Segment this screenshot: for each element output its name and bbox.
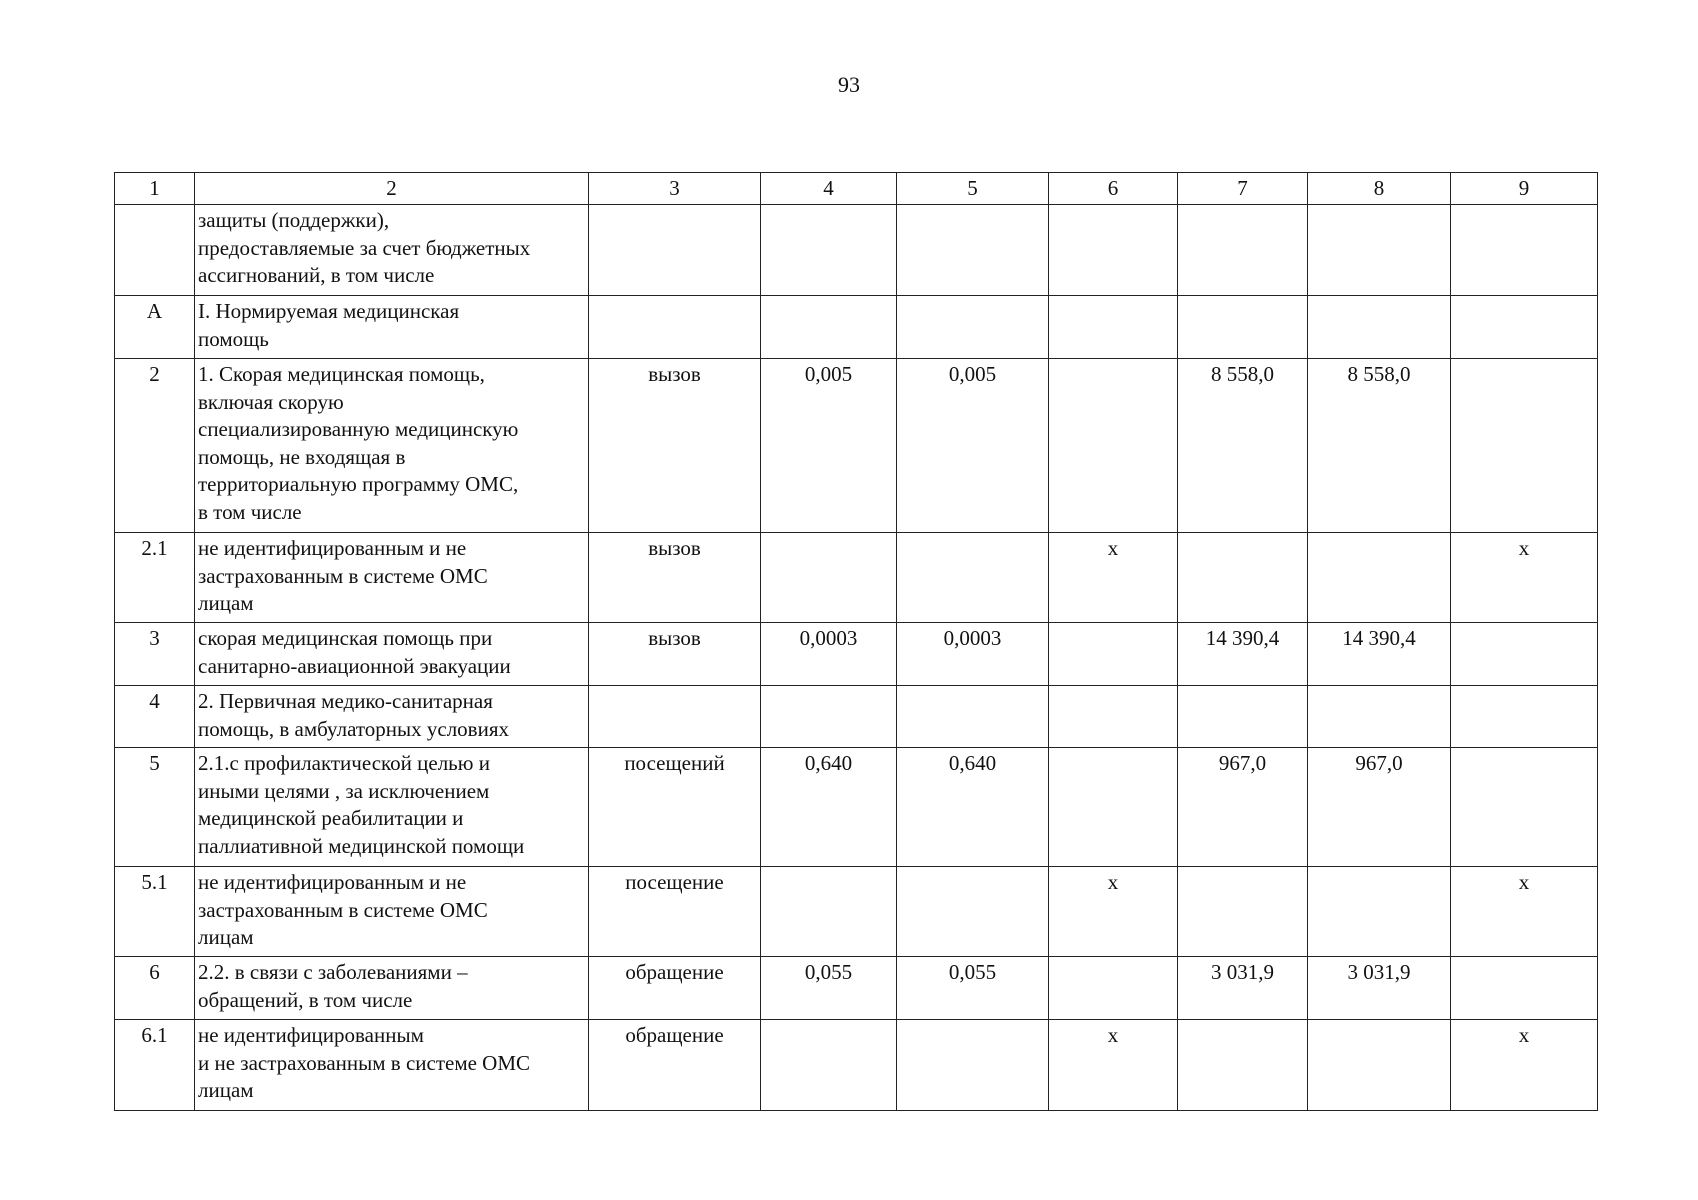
header-cell-8: 8 <box>1308 173 1451 205</box>
value-cell: х <box>1049 1020 1178 1111</box>
value-cell: 0,005 <box>761 359 897 533</box>
unit-cell <box>589 296 761 359</box>
description-cell: скорая медицинская помощь при санитарно-авиационной эвакуации <box>195 623 589 686</box>
table-row <box>115 205 1598 296</box>
unit-cell <box>589 686 761 748</box>
value-cell <box>761 867 897 957</box>
table-row <box>115 867 1598 957</box>
unit-cell: вызов <box>589 533 761 623</box>
value-cell: х <box>1049 867 1178 957</box>
row-number-cell: А <box>115 296 195 359</box>
unit-cell: обращение <box>589 957 761 1020</box>
value-cell: 0,0003 <box>761 623 897 686</box>
value-cell <box>1451 957 1598 1020</box>
description-cell: 2.2. в связи с заболеваниями – обращений, в том числе <box>195 957 589 1020</box>
value-cell: 14 390,4 <box>1308 623 1451 686</box>
value-cell <box>1178 1020 1308 1111</box>
value-cell <box>1308 205 1451 296</box>
value-cell <box>1049 623 1178 686</box>
row-number-cell: 4 <box>115 686 195 748</box>
value-cell: 8 558,0 <box>1178 359 1308 533</box>
description-cell: защиты (поддержки), предоставляемые за счет бюджетных ассигнований, в том числе <box>195 205 589 296</box>
value-cell: х <box>1451 867 1598 957</box>
row-number-cell: 5.1 <box>115 867 195 957</box>
value-cell: 3 031,9 <box>1308 957 1451 1020</box>
description-cell: не идентифицированным и не застрахованным в системе ОМС лицам <box>195 533 589 623</box>
value-cell <box>761 1020 897 1111</box>
value-cell <box>897 686 1049 748</box>
table-row <box>115 748 1598 867</box>
header-cell-1: 1 <box>115 173 195 205</box>
header-cell-7: 7 <box>1178 173 1308 205</box>
value-cell: 3 031,9 <box>1178 957 1308 1020</box>
value-cell <box>1178 867 1308 957</box>
unit-cell: вызов <box>589 359 761 533</box>
header-cell-2: 2 <box>195 173 589 205</box>
value-cell <box>1178 205 1308 296</box>
header-cell-5: 5 <box>897 173 1049 205</box>
value-cell <box>1451 359 1598 533</box>
row-number-cell: 6.1 <box>115 1020 195 1111</box>
value-cell <box>1308 296 1451 359</box>
value-cell: х <box>1049 533 1178 623</box>
unit-cell: вызов <box>589 623 761 686</box>
unit-cell: посещение <box>589 867 761 957</box>
value-cell <box>1308 867 1451 957</box>
value-cell <box>1049 686 1178 748</box>
value-cell <box>761 533 897 623</box>
description-cell: 2.1.с профилактической целью и иными целями , за исключением медицинской реабилитации и паллиативной медицинской помощи <box>195 748 589 867</box>
unit-cell <box>589 205 761 296</box>
value-cell <box>1308 533 1451 623</box>
value-cell: 0,640 <box>761 748 897 867</box>
value-cell <box>1178 686 1308 748</box>
unit-cell: посещений <box>589 748 761 867</box>
table-row <box>115 296 1598 359</box>
row-number-cell: 3 <box>115 623 195 686</box>
row-number-cell: 2 <box>115 359 195 533</box>
value-cell <box>761 296 897 359</box>
description-cell: 2. Первичная медико-санитарная помощь, в амбулаторных условиях <box>195 686 589 748</box>
table-row <box>115 623 1598 686</box>
value-cell: х <box>1451 1020 1598 1111</box>
value-cell <box>1178 533 1308 623</box>
value-cell <box>1049 359 1178 533</box>
table-row <box>115 957 1598 1020</box>
value-cell <box>1178 296 1308 359</box>
value-cell <box>1451 686 1598 748</box>
value-cell: 0,0003 <box>897 623 1049 686</box>
value-cell: 0,055 <box>761 957 897 1020</box>
header-cell-9: 9 <box>1451 173 1598 205</box>
value-cell: 0,640 <box>897 748 1049 867</box>
value-cell <box>1049 296 1178 359</box>
header-cell-6: 6 <box>1049 173 1178 205</box>
value-cell <box>761 686 897 748</box>
value-cell <box>1451 205 1598 296</box>
value-cell: 8 558,0 <box>1308 359 1451 533</box>
table-row <box>115 1020 1598 1111</box>
table-row <box>115 686 1598 748</box>
value-cell <box>1451 748 1598 867</box>
value-cell: х <box>1451 533 1598 623</box>
row-number-cell: 6 <box>115 957 195 1020</box>
data-table <box>114 172 1598 1111</box>
header-cell-4: 4 <box>761 173 897 205</box>
value-cell <box>897 296 1049 359</box>
row-number-cell <box>115 205 195 296</box>
value-cell <box>1049 748 1178 867</box>
value-cell <box>1308 1020 1451 1111</box>
value-cell <box>897 533 1049 623</box>
value-cell <box>1049 957 1178 1020</box>
table-row <box>115 359 1598 533</box>
value-cell: 967,0 <box>1308 748 1451 867</box>
table-row <box>115 533 1598 623</box>
value-cell <box>1308 686 1451 748</box>
value-cell: 0,005 <box>897 359 1049 533</box>
header-cell-3: 3 <box>589 173 761 205</box>
page-number: 93 <box>838 72 860 97</box>
value-cell <box>897 867 1049 957</box>
row-number-cell: 5 <box>115 748 195 867</box>
value-cell <box>1451 296 1598 359</box>
row-number-cell: 2.1 <box>115 533 195 623</box>
value-cell <box>897 1020 1049 1111</box>
description-cell: не идентифицированным и не застрахованным в системе ОМС лицам <box>195 867 589 957</box>
value-cell <box>1049 205 1178 296</box>
description-cell: не идентифицированным и не застрахованным в системе ОМС лицам <box>195 1020 589 1111</box>
value-cell: 967,0 <box>1178 748 1308 867</box>
value-cell: 0,055 <box>897 957 1049 1020</box>
value-cell <box>1451 623 1598 686</box>
description-cell: I. Нормируемая медицинская помощь <box>195 296 589 359</box>
value-cell <box>761 205 897 296</box>
value-cell: 14 390,4 <box>1178 623 1308 686</box>
table-header-row <box>115 173 1598 205</box>
description-cell: 1. Скорая медицинская помощь, включая скорую специализированную медицинскую помощь, не входящая в территориальную программу ОМС, в том числе <box>195 359 589 533</box>
unit-cell: обращение <box>589 1020 761 1111</box>
value-cell <box>897 205 1049 296</box>
